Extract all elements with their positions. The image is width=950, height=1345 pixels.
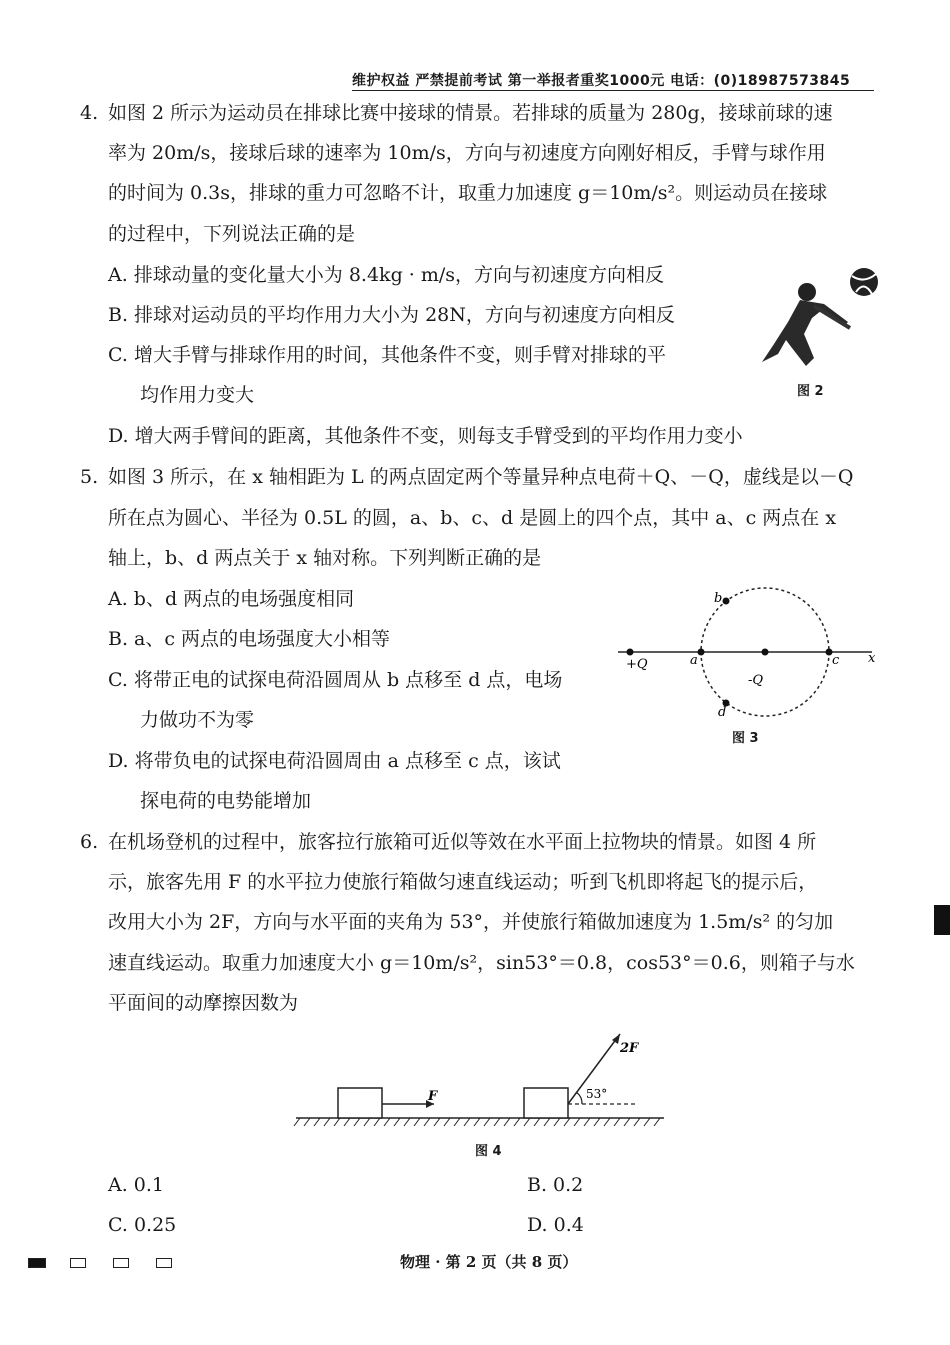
q4-option-c-cont: 均作用力变大 bbox=[140, 384, 255, 406]
label-x: x bbox=[868, 651, 876, 666]
q4-line-2: 率为 20m/s，接球后球的速率为 10m/s，方向与初速度方向刚好相反，手臂与球作用 bbox=[108, 142, 826, 164]
figure-4-caption: 图 4 bbox=[475, 1144, 502, 1159]
page-marker-empty-2 bbox=[113, 1258, 129, 1268]
q5-option-b: B. a、c 两点的电场强度大小相等 bbox=[108, 628, 391, 650]
page-footer: 物理 · 第 2 页（共 8 页） bbox=[400, 1253, 578, 1271]
q6-choice-a: A. 0.1 bbox=[108, 1174, 165, 1196]
figure-2-caption: 图 2 bbox=[797, 384, 824, 399]
q6-choice-b: B. 0.2 bbox=[527, 1174, 584, 1196]
page-marker-empty-1 bbox=[70, 1258, 86, 1268]
q5-option-d: D. 将带负电的试探电荷沿圆周由 a 点移至 c 点，该试 bbox=[108, 750, 561, 772]
q5-option-c: C. 将带正电的试探电荷沿圆周从 b 点移至 d 点，电场 bbox=[108, 669, 563, 691]
q4-line-4: 的过程中，下列说法正确的是 bbox=[108, 223, 356, 245]
box-pull-figure bbox=[290, 1030, 670, 1135]
angle-arc bbox=[576, 1092, 582, 1104]
q5-line-3: 轴上，b、d 两点关于 x 轴对称。下列判断正确的是 bbox=[108, 547, 542, 569]
q5-number: 5. bbox=[80, 466, 99, 488]
q4-option-c: C. 增大手臂与排球作用的时间，其他条件不变，则手臂对排球的平 bbox=[108, 344, 666, 366]
label-positive-q: +Q bbox=[626, 657, 648, 672]
positive-charge-point bbox=[627, 649, 634, 656]
q5-line-1: 如图 3 所示，在 x 轴相距为 L 的两点固定两个等量异种点电荷＋Q、－Q，虚线是以－Q bbox=[108, 466, 854, 488]
q4-number: 4. bbox=[80, 102, 99, 124]
label-force-2f: 2F bbox=[620, 1041, 639, 1056]
point-b bbox=[723, 598, 730, 605]
ground-hatching bbox=[294, 1118, 660, 1126]
q6-choice-c: C. 0.25 bbox=[108, 1214, 177, 1236]
box-left bbox=[338, 1088, 382, 1118]
point-a bbox=[698, 649, 705, 656]
q5-option-c-cont: 力做功不为零 bbox=[140, 709, 255, 731]
label-angle: 53° bbox=[586, 1087, 608, 1101]
label-force-f: F bbox=[428, 1089, 438, 1104]
q6-line-5: 平面间的动摩擦因数为 bbox=[108, 992, 299, 1014]
label-c: c bbox=[832, 653, 840, 668]
page-marker-empty-3 bbox=[156, 1258, 172, 1268]
q5-line-2: 所在点为圆心、半径为 0.5L 的圆，a、b、c、d 是圆上的四个点，其中 a、c 两点在 x bbox=[108, 507, 837, 529]
label-negative-q: -Q bbox=[748, 673, 764, 688]
q6-line-2: 示，旅客先用 F 的水平拉力使旅行箱做匀速直线运动；听到飞机即将起飞的提示后， bbox=[108, 871, 818, 893]
q6-line-1: 在机场登机的过程中，旅客拉行旅箱可近似等效在水平面上拉物块的情景。如图 4 所 bbox=[108, 831, 817, 853]
q4-option-b: B. 排球对运动员的平均作用力大小为 28N，方向与初速度方向相反 bbox=[108, 304, 675, 326]
negative-charge-point bbox=[762, 649, 769, 656]
q6-line-4: 速直线运动。取重力加速度大小 g＝10m/s²，sin53°＝0.8，cos53°＝0.6，则箱子与水 bbox=[108, 952, 855, 974]
label-b: b bbox=[714, 591, 723, 606]
volleyball-player-figure bbox=[752, 262, 882, 372]
side-registration-mark bbox=[934, 905, 950, 935]
label-d: d bbox=[718, 705, 727, 720]
q6-line-3: 改用大小为 2F，方向与水平面的夹角为 53°，并使旅行箱做加速度为 1.5m/s² 的匀加 bbox=[108, 911, 834, 933]
q5-option-a: A. b、d 两点的电场强度相同 bbox=[108, 588, 355, 610]
q4-option-d: D. 增大两手臂间的距离，其他条件不变，则每支手臂受到的平均作用力变小 bbox=[108, 425, 743, 447]
q4-option-a: A. 排球动量的变化量大小为 8.4kg · m/s，方向与初速度方向相反 bbox=[108, 264, 665, 286]
q6-choice-d: D. 0.4 bbox=[527, 1214, 584, 1236]
label-a: a bbox=[690, 653, 698, 668]
q5-option-d-cont: 探电荷的电势能增加 bbox=[140, 790, 312, 812]
box-right bbox=[524, 1088, 568, 1118]
q6-number: 6. bbox=[80, 831, 99, 853]
anti-leak-header: 维护权益 严禁提前考试 第一举报者重奖1000元 电话：(0)18987573845 bbox=[352, 70, 874, 91]
page-marker-filled bbox=[28, 1258, 46, 1268]
electric-field-figure bbox=[610, 582, 880, 722]
q4-line-1: 如图 2 所示为运动员在排球比赛中接球的情景。若排球的质量为 280g，接球前球的速 bbox=[108, 102, 833, 124]
figure-3-caption: 图 3 bbox=[732, 731, 759, 746]
q4-line-3: 的时间为 0.3s，排球的重力可忽略不计，取重力加速度 g＝10m/s²。则运动员在接球 bbox=[108, 182, 828, 204]
